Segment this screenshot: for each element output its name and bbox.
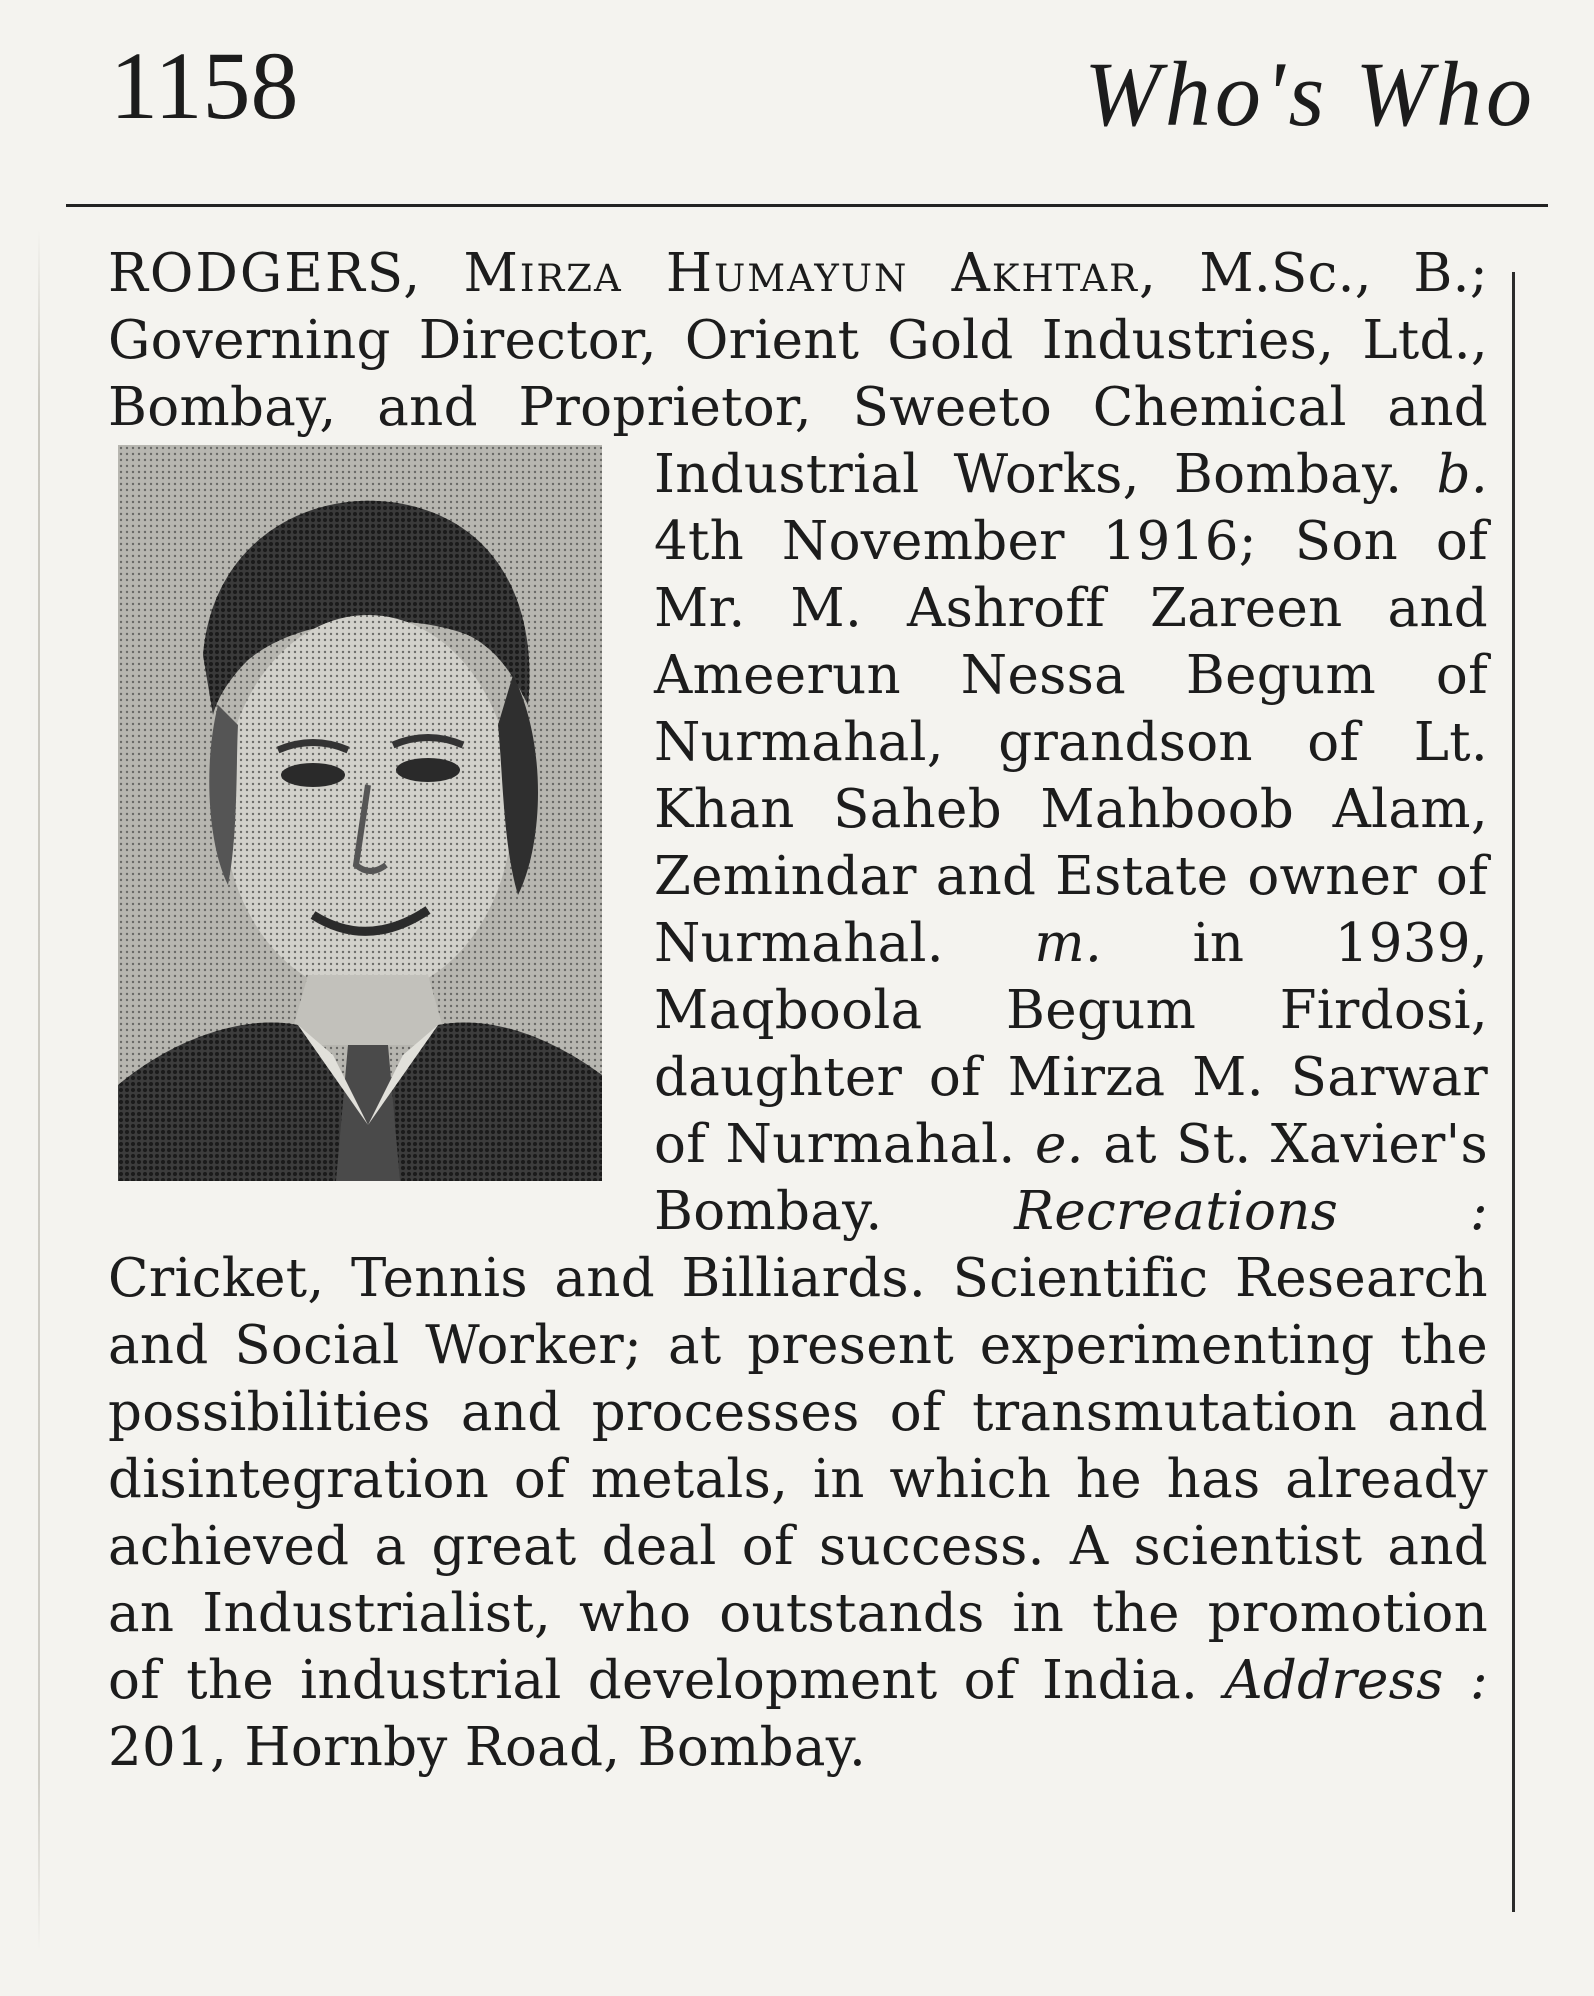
entry-positions: B.; Governing Director, Orient Gold Industries, Ltd., Bombay, and Proprietor, Sweeto Chemical and Industrial Works, Bombay.	[108, 243, 1488, 505]
fold-crease	[38, 230, 40, 1950]
recreations-label: Recreations :	[1014, 1181, 1488, 1242]
portrait-photo	[118, 445, 602, 1181]
address-label: Address :	[1224, 1650, 1488, 1711]
header-rule	[66, 204, 1548, 207]
educated-label: e.	[1034, 1114, 1084, 1175]
column-rule	[1512, 272, 1515, 1912]
born-label: b.	[1436, 444, 1488, 505]
entry-marriage: in 1939, Maqboola Begum Firdosi, daughter of Mirza M. Sarwar of Nurmahal.	[654, 913, 1489, 1175]
biography-entry	[108, 240, 1488, 1781]
entry-birth-and-parents: 4th November 1916; Son of Mr. M. Ashroff Zareen and Ameerun Nessa Begum of Nurmahal, grandson of Lt. Khan Saheb Mahboob Alam, Zemindar and Estate owner of Nurmahal.	[654, 511, 1488, 974]
entry-degrees: M.Sc.,	[1199, 243, 1372, 304]
entry-given-names: Mirza Humayun Akhtar,	[463, 243, 1158, 304]
entry-address: 201, Hornby Road, Bombay.	[108, 1717, 867, 1778]
entry-surname: RODGERS,	[108, 243, 423, 304]
married-label: m.	[1034, 913, 1103, 974]
entry-education: at St. Xavier's Bombay.	[654, 1114, 1488, 1242]
page-number: 1158	[110, 32, 299, 139]
entry-recreations-and-work: Cricket, Tennis and Billiards. Scientific Research and Social Worker; at present experimenting the possibilities and processes of transmutation and disintegration of metals, in which he has already achieved a great deal of success. A scientist and an Industrialist, who outstands in the promotion of the industrial development of India.	[108, 1248, 1488, 1711]
running-title: Who's Who	[1084, 43, 1536, 145]
